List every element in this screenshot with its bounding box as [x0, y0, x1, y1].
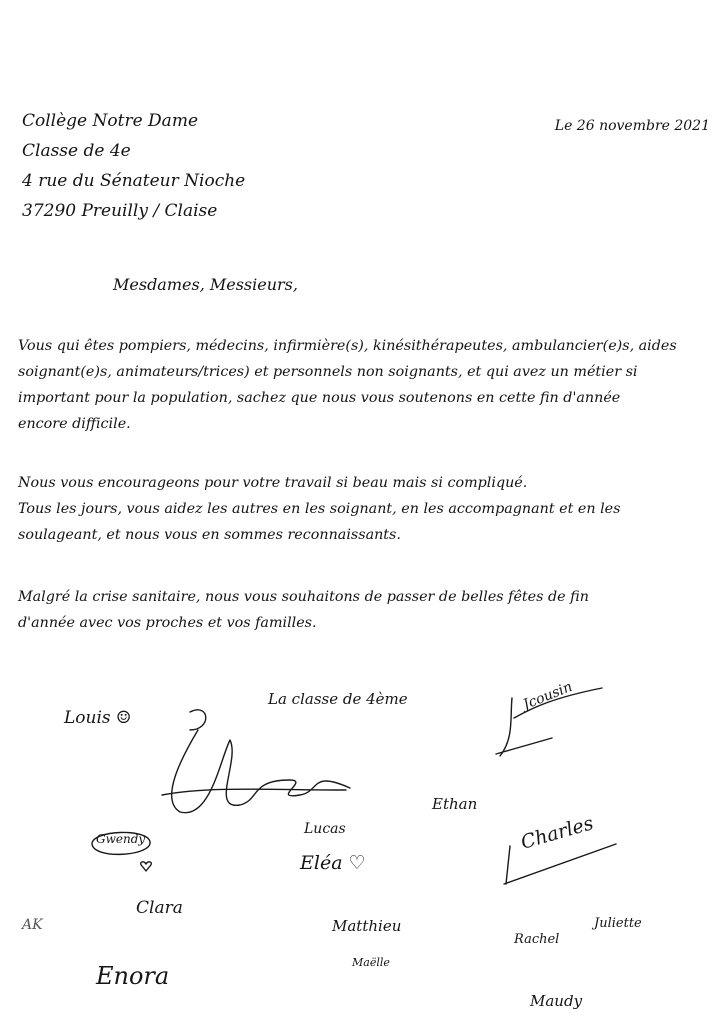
paragraph-1-line: soignant(e)s, animateurs/trices) et personnels non soignants, et qui avez un métier si — [18, 364, 638, 380]
paragraph-1-line: encore difficile. — [18, 416, 131, 432]
paragraph-3-line: d'année avec vos proches et vos familles. — [18, 615, 317, 631]
signature-enora: Enora — [96, 962, 170, 990]
sender-line-street: 4 rue du Sénateur Nioche — [22, 171, 246, 191]
signature-charles: Charles — [518, 812, 596, 854]
signature-matthieu: Matthieu — [332, 917, 402, 935]
sender-line-school: Collège Notre Dame — [22, 111, 199, 131]
signature-maelle: Maëlle — [352, 956, 390, 969]
signature-ak: AK — [22, 917, 43, 933]
paragraph-2-line: Nous vous encourageons pour votre travail si beau mais si compliqué. — [18, 475, 528, 491]
sender-line-class: Classe de 4e — [22, 141, 131, 161]
paragraph-2-line: soulageant, et nous vous en sommes reconnaissants. — [18, 527, 401, 543]
greeting: Mesdames, Messieurs, — [113, 275, 298, 294]
signature-louis: Louis ☺ — [64, 708, 132, 728]
paragraph-3-line: Malgré la crise sanitaire, nous vous souhaitons de passer de belles fêtes de fin — [18, 589, 589, 605]
paragraph-1-line: important pour la population, sachez que nous vous soutenons en cette fin d'année — [18, 390, 621, 406]
paragraph-1-line: Vous qui êtes pompiers, médecins, infirmière(s), kinésithérapeutes, ambulancier(e)s, aides — [18, 338, 677, 354]
signature-scrawl-large — [150, 700, 350, 820]
sender-line-city: 37290 Preuilly / Claise — [22, 201, 218, 221]
signature-ethan: Ethan — [432, 795, 478, 813]
signature-lucas: Lucas — [304, 821, 346, 837]
paragraph-1 — [18, 333, 708, 437]
signature-rachel: Rachel — [514, 932, 560, 947]
signature-maudy: Maudy — [530, 992, 583, 1010]
signature-jcousin: Jcousin — [520, 678, 575, 714]
signature-elea: Eléa ♡ — [300, 852, 366, 874]
letter-date: Le 26 novembre 2021 — [554, 118, 710, 134]
signature-juliette: Juliette — [594, 916, 642, 931]
signature-gwendy: Gwendy — [96, 832, 146, 846]
paragraph-3 — [18, 584, 708, 636]
signature-clara: Clara — [136, 898, 183, 918]
paragraph-2-line: Tous les jours, vous aidez les autres en les soignant, en les accompagnant et en les — [18, 501, 621, 517]
paragraph-2 — [18, 470, 708, 548]
class-signature-label: La classe de 4ème — [268, 690, 408, 708]
